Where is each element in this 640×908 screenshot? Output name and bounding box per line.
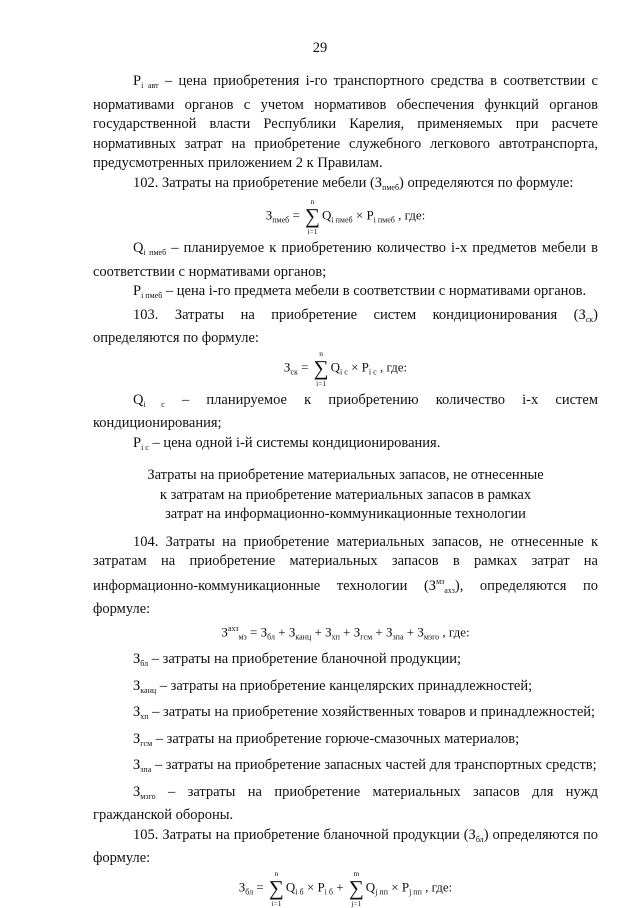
var-subscript: ск xyxy=(585,314,594,324)
paragraph-102 xyxy=(93,174,598,198)
var-subscript: ахз xyxy=(444,585,455,595)
paragraph-103 xyxy=(93,306,598,349)
formula-subscript: бл xyxy=(245,887,254,897)
formula-symbol: З xyxy=(265,207,273,223)
sum-lower-limit: i=1 xyxy=(316,378,327,388)
formula-term: + З xyxy=(403,624,424,640)
formula-subscript: мзго xyxy=(423,632,440,642)
paragraph-p-avt xyxy=(93,72,598,174)
formula-subscript: i б xyxy=(295,887,304,897)
paragraph-104 xyxy=(93,533,598,620)
paragraph-text: ) определяются по формуле: xyxy=(399,174,574,191)
definition-text: – планируемое к приобретению количество i-х систем кондиционирования; xyxy=(93,391,598,431)
definition-z-zpa xyxy=(93,756,598,780)
formula-term: + З xyxy=(339,624,361,640)
definition-text: – цена i-го предмета мебели в соответствии с нормативами органов. xyxy=(165,283,587,299)
definition-text: – затраты на приобретение канцелярских принадлежностей; xyxy=(159,677,533,694)
paragraph-text: ) определяются по формуле: xyxy=(93,826,598,867)
var-symbol: P xyxy=(133,73,142,89)
formula-tail: , где: xyxy=(376,358,408,374)
sum-lower-limit: i=1 xyxy=(271,898,282,908)
var-subscript: хп xyxy=(140,712,149,722)
formula-subscript: хп xyxy=(331,632,340,642)
sum-operator: ∑ xyxy=(305,204,321,228)
paragraph-105 xyxy=(93,826,598,869)
formula-tail: , где: xyxy=(421,879,453,895)
formula-operator: × xyxy=(347,358,362,374)
formula-symbol: З xyxy=(283,358,291,374)
var-symbol: З xyxy=(133,704,141,721)
formula-operator: = xyxy=(297,358,312,374)
var-subscript: пмеб xyxy=(382,182,400,192)
formula-symbol: Q xyxy=(285,879,296,895)
var-subscript: бл xyxy=(140,659,149,669)
formula-103 xyxy=(93,349,598,388)
heading-line: к затратам на приобретение материальных запасов в рамках xyxy=(159,486,532,503)
formula-104 xyxy=(93,619,598,647)
var-symbol: P xyxy=(133,434,142,451)
sum-sign xyxy=(314,349,329,388)
formula-102 xyxy=(93,197,598,236)
var-symbol: З xyxy=(133,757,141,774)
definition-text: – затраты на приобретение материальных запасов для нужд гражданской обороны. xyxy=(93,783,599,824)
var-subscript: i авт xyxy=(141,81,159,90)
formula-symbol: З xyxy=(238,879,246,895)
formula-subscript: мз xyxy=(238,632,247,642)
var-symbol: З xyxy=(133,651,141,668)
formula-subscript: j пп xyxy=(409,887,422,897)
formula-operator: = xyxy=(289,207,304,223)
heading-line: Затраты на приобретение материальных запасов, не отнесенные xyxy=(147,467,544,483)
formula-symbol: P xyxy=(361,358,369,374)
definition-text: – затраты на приобретение бланочной продукции; xyxy=(151,651,462,668)
definition-text: – цена одной i-й системы кондиционирования. xyxy=(152,434,441,451)
formula-tail: , где: xyxy=(439,624,470,640)
formula-term: + З xyxy=(311,624,332,640)
var-symbol: З xyxy=(133,783,141,800)
paragraph-text: 103. Затраты на приобретение систем кондиционирования (З xyxy=(133,306,586,323)
definition-q-pmeb xyxy=(93,239,598,282)
definition-p-sk xyxy=(93,434,598,458)
formula-subscript: гсм xyxy=(360,632,373,642)
definition-p-pmeb xyxy=(93,282,598,306)
sum-upper-limit: n xyxy=(274,868,279,878)
formula-term: = З xyxy=(246,624,268,640)
formula-tail: , где: xyxy=(394,207,426,223)
formula-operator: + xyxy=(332,879,347,895)
var-symbol: Q xyxy=(133,240,144,256)
formula-symbol: P xyxy=(401,879,410,895)
formula-symbol: Q xyxy=(330,358,341,374)
definition-q-sk xyxy=(93,391,598,434)
formula-superscript: ахз xyxy=(227,624,239,634)
var-subscript: i пмеб xyxy=(141,291,163,300)
formula-symbol: Q xyxy=(365,879,376,895)
sum-lower-limit: j=1 xyxy=(351,898,362,908)
var-superscript: мз xyxy=(436,576,445,586)
definition-z-gsm xyxy=(93,730,598,754)
var-symbol: P xyxy=(133,283,142,299)
heading-line: затрат на информационно-коммуникационные технологии xyxy=(165,506,526,522)
definition-text: – затраты на приобретение запасных частей для транспортных средств; xyxy=(154,757,597,774)
var-symbol: Q xyxy=(133,391,144,408)
formula-operator: × xyxy=(303,879,318,895)
formula-term: + З xyxy=(372,624,393,640)
formula-subscript: ск xyxy=(290,366,298,376)
formula-symbol: P xyxy=(366,207,374,223)
var-subscript: i с xyxy=(143,399,165,409)
formula-term: + З xyxy=(274,624,296,640)
var-subscript: i с xyxy=(141,442,149,452)
formula-symbol: З xyxy=(221,624,228,640)
formula-subscript: i б xyxy=(324,887,333,897)
definition-z-hp xyxy=(93,703,598,727)
formula-operator: × xyxy=(387,879,402,895)
paragraph-text: – цена приобретения i-го транспортного средства в соответствии с нормативами органов с учетом нормативов обеспечения функций органов государственной власти Республики Карелия, применяемых при расчете нормативных затрат на приобретение служебного легкового автотранспорта, предусмотренных приложением 2 к Правилам. xyxy=(93,73,598,171)
sum-sign xyxy=(269,869,284,908)
var-subscript: i пмеб xyxy=(143,248,167,257)
var-symbol: З xyxy=(133,677,141,694)
formula-symbol: P xyxy=(317,879,325,895)
var-symbol: З xyxy=(133,730,141,747)
sum-upper-limit: n xyxy=(319,348,324,358)
formula-subscript: i пмеб xyxy=(373,215,395,225)
definition-z-mzgo xyxy=(93,783,598,826)
formula-operator: × xyxy=(352,207,367,223)
formula-symbol: Q xyxy=(322,207,332,223)
formula-subscript: i пмеб xyxy=(331,215,353,225)
sum-sign xyxy=(349,869,364,908)
paragraph-text: 105. Затраты на приобретение бланочной продукции (З xyxy=(133,826,476,843)
paragraph-text: ), определяются по формуле: xyxy=(93,577,599,617)
sum-upper-limit: m xyxy=(353,868,360,878)
formula-subscript: i с xyxy=(368,366,377,376)
formula-subscript: пмеб xyxy=(272,215,290,225)
formula-operator: = xyxy=(253,879,267,895)
sum-operator: ∑ xyxy=(268,875,284,900)
formula-105 xyxy=(93,869,598,908)
definition-text: – затраты на приобретение горюче-смазочных материалов; xyxy=(155,730,520,747)
formula-subscript: i с xyxy=(340,366,348,376)
formula-subscript: j пп xyxy=(375,887,388,897)
definition-z-kanc xyxy=(93,677,598,701)
sum-operator: ∑ xyxy=(348,875,364,900)
formula-subscript: бл xyxy=(267,632,275,642)
paragraph-text: 104. Затраты на приобретение материальных запасов, не отнесенные к затратам на приобретение материальных запасов в рамках затрат на информационно-коммуникационные технологии (З xyxy=(93,533,598,594)
definition-text: – планируемое к приобретению количество i-х предметов мебели в соответствии с нормативами органов; xyxy=(93,240,599,280)
sum-lower-limit: i=1 xyxy=(307,227,318,236)
paragraph-text: ) определяются по формуле: xyxy=(93,306,598,346)
document-body xyxy=(93,72,598,908)
var-subscript: мзго xyxy=(140,791,156,801)
var-subscript: гсм xyxy=(140,738,153,748)
paragraph-text: 102. Затраты на приобретение мебели (З xyxy=(133,174,383,191)
var-subscript: бл xyxy=(475,834,484,844)
sum-upper-limit: n xyxy=(310,197,315,206)
formula-subscript: канц xyxy=(295,632,312,642)
sum-sign xyxy=(305,197,320,236)
definition-text: – затраты на приобретение хозяйственных товаров и принадлежностей; xyxy=(152,704,596,721)
formula-subscript: зпа xyxy=(392,632,404,642)
definition-z-bl xyxy=(93,650,598,674)
section-heading xyxy=(93,466,598,525)
var-subscript: зпа xyxy=(140,765,152,775)
sum-operator: ∑ xyxy=(313,355,329,380)
page-number: 29 xyxy=(312,40,328,56)
var-subscript: канц xyxy=(140,685,157,695)
